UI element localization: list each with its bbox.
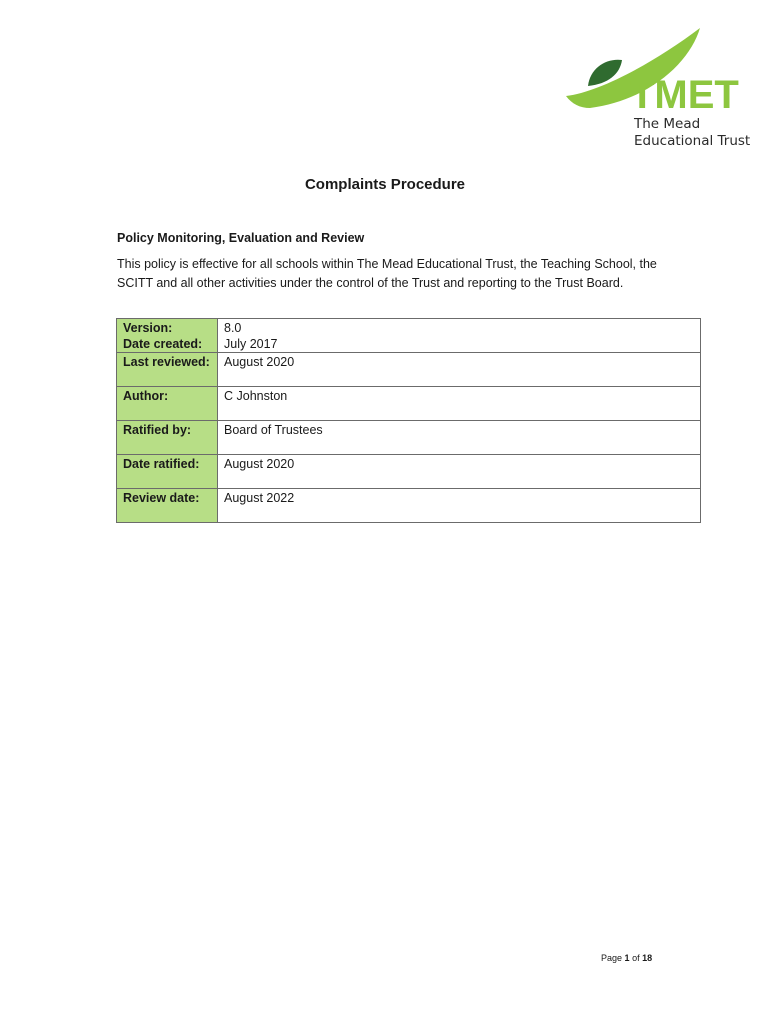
table-row [117, 421, 701, 455]
table-row [117, 455, 701, 489]
row-label-ratified-by: Ratified by: [117, 421, 218, 455]
row-label-author: Author: [117, 387, 218, 421]
brand-letters: TMET [630, 73, 739, 117]
total-pages: 18 [642, 953, 653, 963]
row-value-last-reviewed: August 2020 [218, 353, 701, 387]
row-value-date-created: July 2017 [218, 336, 701, 353]
row-value-date-ratified: August 2020 [218, 455, 701, 489]
row-label-date-created: Date created: [117, 336, 218, 353]
row-label-version: Version: [117, 319, 218, 337]
table-row [117, 489, 701, 523]
row-value-ratified-by: Board of Trustees [218, 421, 701, 455]
current-page: 1 [624, 953, 630, 963]
row-value-author: C Johnston [218, 387, 701, 421]
table-row [117, 387, 701, 421]
row-value-review-date: August 2022 [218, 489, 701, 523]
tmet-logo [560, 22, 750, 152]
policy-info-table [116, 318, 701, 523]
row-label-date-ratified: Date ratified: [117, 455, 218, 489]
of-word: of [632, 953, 640, 963]
table-row [117, 336, 701, 353]
section-heading: Policy Monitoring, Evaluation and Review [117, 231, 365, 245]
row-value-version: 8.0 [218, 319, 701, 337]
intro-paragraph: This policy is effective for all schools within The Mead Educational Trust, the Teaching School, the SCITT and all other activities under the control of the Trust and reporting to the Trust Board. [117, 257, 657, 290]
row-label-review-date: Review date: [117, 489, 218, 523]
page-word: Page [601, 953, 623, 963]
row-label-last-reviewed: Last reviewed: [117, 353, 218, 387]
page-number [601, 953, 652, 963]
table-row [117, 353, 701, 387]
logo-line-2: Educational Trust [634, 133, 751, 149]
table-row [117, 319, 701, 337]
logo-caption [634, 116, 750, 150]
document-title: Complaints Procedure [304, 176, 466, 193]
leaf-logo-icon [560, 22, 750, 122]
logo-line-1: The Mead [634, 116, 701, 132]
